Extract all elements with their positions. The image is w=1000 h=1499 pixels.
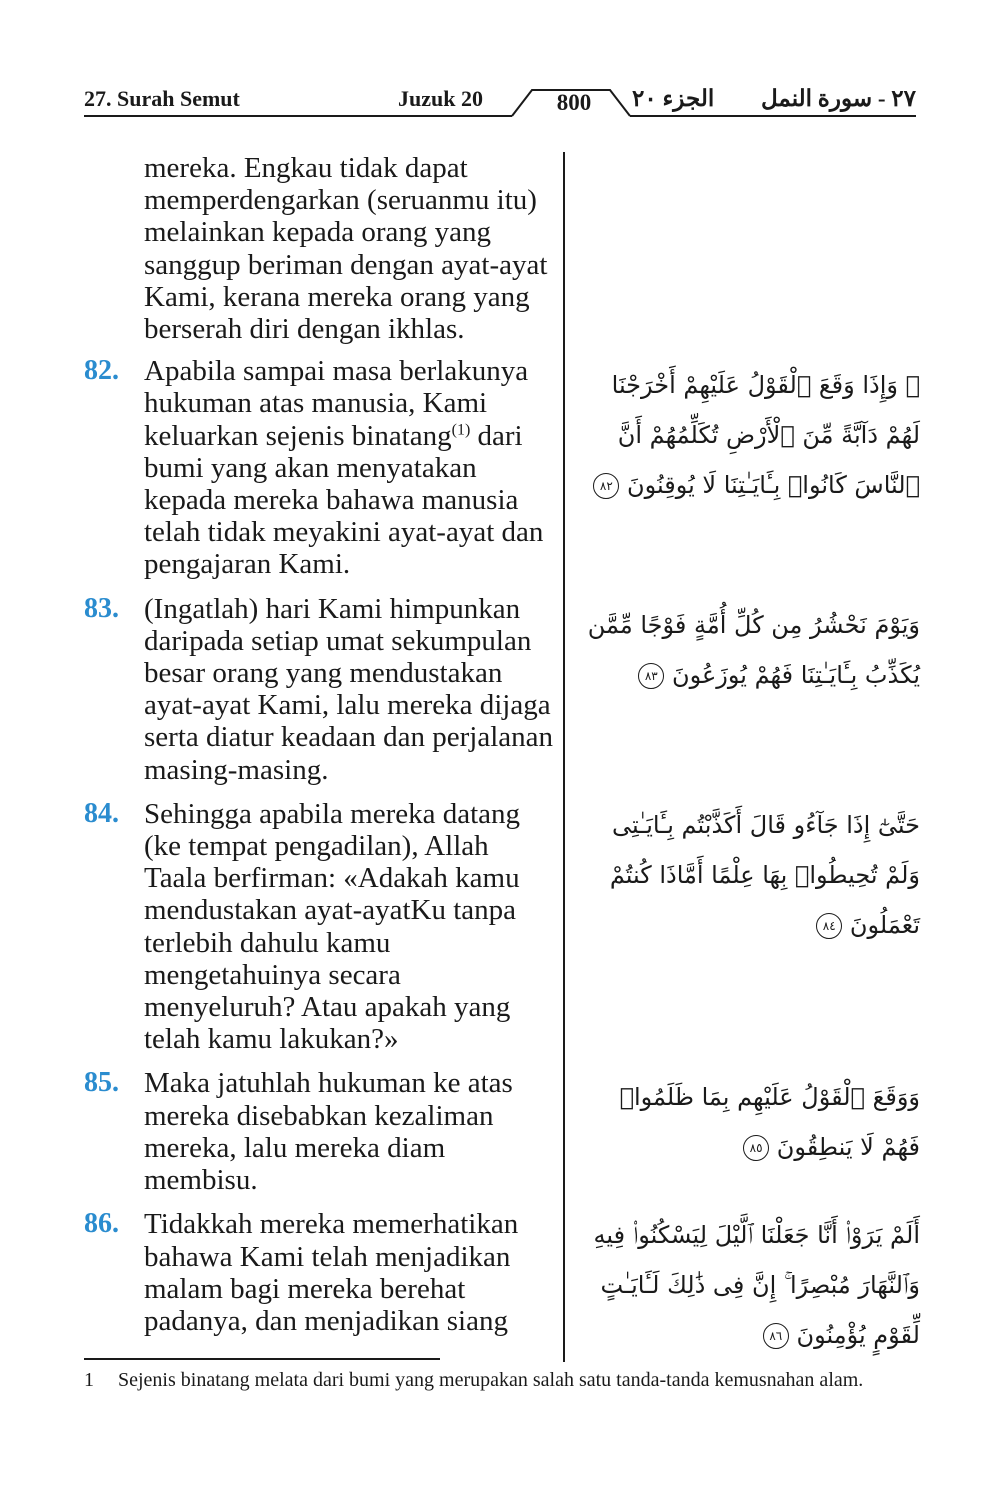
footnote-text: Sejenis binatang melata dari bumi yang merupakan salah satu tanda-tanda kemusnahan alam. (118, 1369, 864, 1391)
verse-number: 84. (84, 797, 119, 829)
verse-text: Apabila sampai masa berlakunya hukuman atas manusia, Kami keluarkan sejenis binatang (144, 355, 529, 452)
verse-end-marker: ٨٣ (638, 663, 664, 689)
verse-text-cont: dari bumi yang akan menyatakan kepada mereka bahawa manusia telah tidak meyakini ayat-ayat dan pengajaran Kami. (144, 419, 544, 581)
column-divider (563, 152, 565, 1362)
arabic-verse-82 (575, 360, 920, 510)
arabic-text: وَيَوْمَ نَحْشُرُ مِن كُلِّ أُمَّةٍ فَوْجًا مِّمَّن يُكَذِّبُ بِـَٔايَـٰتِنَا فَهُمْ يُوزَعُونَ (587, 611, 920, 689)
juzuk-label: Juzuk 20 (398, 86, 483, 111)
verse-86 (84, 1208, 554, 1337)
page-header (84, 80, 916, 120)
translation-column (84, 152, 554, 1337)
verse-text: Tidakkah mereka memerhatikan bahawa Kami telah menjadikan malam bagi mereka berehat padanya, dan menjadikan siang (144, 1208, 519, 1337)
arabic-text: ۞ وَإِذَا وَقَعَ ٱلْقَوْلُ عَلَيْهِمْ أَخْرَجْنَا لَهُمْ دَآبَّةً مِّنَ ٱلْأَرْضِ تُكَلِّمُهُمْ أَنَّ ٱلنَّاسَ كَانُوا۟ بِـَٔايَـٰتِنَا لَا يُوقِنُونَ (611, 371, 920, 499)
verse-number: 85. (84, 1067, 119, 1099)
verse-82 (84, 355, 554, 580)
verse-85 (84, 1067, 554, 1196)
footnote-rule (84, 1358, 440, 1360)
arabic-verse-83 (575, 600, 920, 700)
arabic-verse-86 (575, 1210, 920, 1360)
footnote-number: 1 (84, 1369, 94, 1391)
verse-end-marker: ٨٢ (593, 473, 619, 499)
verse-number: 82. (84, 355, 119, 387)
footnote-ref: (1) (451, 420, 471, 438)
footnote (84, 1366, 916, 1394)
verse-number: 86. (84, 1208, 119, 1240)
verse-text: (Ingatlah) hari Kami himpunkan daripada setiap umat sekumpulan besar orang yang mendustakan ayat-ayat Kami, lalu mereka dijaga serta diatur keadaan dan perjalanan masing-masing. (144, 592, 554, 786)
page-number: 800 (556, 90, 592, 115)
intro-text: mereka. Engkau tidak dapat memperdengarkan (seruanmu itu) melainkan kepada orang yang sanggup beriman dengan ayat-ayat Kami, kerana mereka orang yang berserah diri dengan ikhlas. (144, 152, 548, 346)
surah-title: 27. Surah Semut (84, 86, 240, 111)
verse-end-marker: ٨٤ (816, 913, 842, 939)
verse-end-marker: ٨٦ (763, 1323, 789, 1349)
juz-arabic-label: الجزء ٢٠ (632, 86, 715, 111)
arabic-text: أَلَمْ يَرَوْا۟ أَنَّا جَعَلْنَا ٱلَّيْلَ لِيَسْكُنُوا۟ فِيهِ وَٱلنَّهَارَ مُبْصِرًا ۚ إِنَّ فِى ذَٰلِكَ لَـَٔايَـٰتٍ لِّقَوْمٍ يُؤْمِنُونَ (593, 1221, 920, 1349)
arabic-verse-84 (575, 800, 920, 950)
verse-text: Sehingga apabila mereka datang (ke tempat pengadilan), Allah Taala berfirman: «Adakah kamu mendustakan ayat-ayatKu tanpa terlebih dahulu kamu mengetahuinya secara menyeluruh? Atau apakah yang telah kamu lakukan?» (144, 797, 521, 1056)
arabic-text: حَتَّىٰٓ إِذَا جَآءُو قَالَ أَكَذَّبْتُم بِـَٔايَـٰتِى وَلَمْ تُحِيطُوا۟ بِهَا عِلْمًا أَمَّاذَا كُنتُمْ تَعْمَلُونَ (609, 811, 920, 939)
surah-arabic-title: ٢٧ - سورة النمل (761, 86, 916, 111)
verse-83 (84, 593, 554, 786)
verse-number: 83. (84, 592, 119, 624)
arabic-verse-85 (575, 1072, 920, 1172)
verse-end-marker: ٨٥ (743, 1135, 769, 1161)
verse-text: Maka jatuhlah hukuman ke atas mereka disebabkan kezaliman mereka, lalu mereka diam membisu. (144, 1067, 513, 1197)
verse-84 (84, 798, 554, 1056)
arabic-text: وَوَقَعَ ٱلْقَوْلُ عَلَيْهِم بِمَا ظَلَمُوا۟ فَهُمْ لَا يَنطِقُونَ (619, 1083, 920, 1161)
